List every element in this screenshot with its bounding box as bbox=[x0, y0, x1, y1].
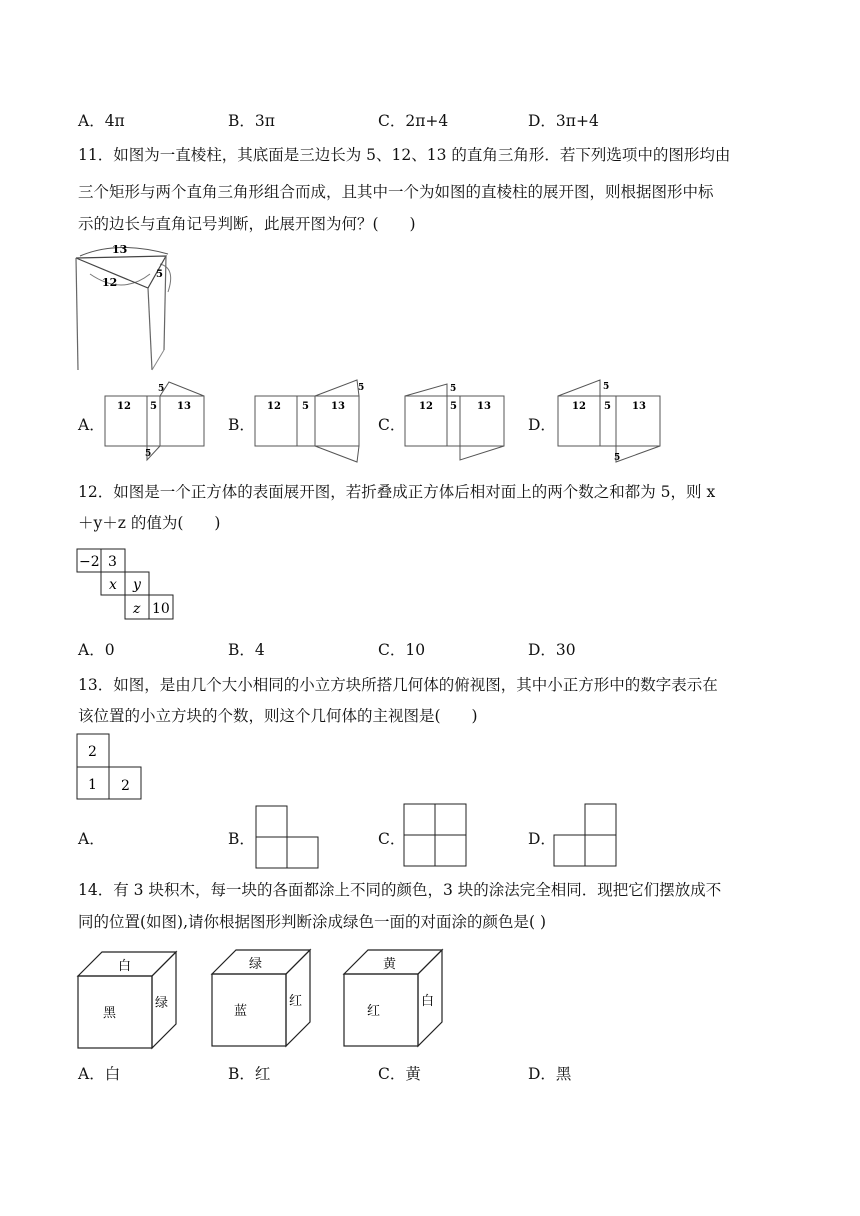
net-b-label-12: 12 bbox=[267, 401, 281, 412]
q14-text-line-2: 同的位置(如图),请你根据图形判断涂成绿色一面的对面涂的颜色是( ) bbox=[78, 913, 547, 931]
q13-option-b-letter: B． bbox=[228, 830, 255, 848]
cube-net-cell-2: 3 bbox=[108, 554, 117, 570]
q14-option-a: A．白 bbox=[78, 1065, 121, 1083]
q13-text-line-1: 13．如图，是由几个大小相同的小立方块所搭几何体的俯视图，其中小正方形中的数字表示在 bbox=[78, 676, 718, 694]
q12-text-line-2: ＋y＋z 的值为( ) bbox=[78, 514, 221, 532]
q11-option-d-letter: D． bbox=[528, 416, 556, 434]
q14-option-b: B．红 bbox=[228, 1065, 271, 1083]
cube-net-cell-y: y bbox=[133, 577, 141, 593]
cube-net-cell-1: −2 bbox=[79, 554, 100, 570]
cube-3-top-face: 黄 bbox=[383, 957, 397, 972]
net-a-label-top-5: 5 bbox=[158, 384, 165, 394]
cube-1-top-face: 白 bbox=[118, 959, 132, 974]
q11-net-a bbox=[103, 380, 208, 465]
q10-option-a: A．4π bbox=[78, 112, 125, 130]
q13-top-view bbox=[76, 733, 146, 801]
q13-option-c-front-view bbox=[402, 802, 468, 868]
q11-net-d bbox=[556, 378, 664, 466]
cube-2-top-face: 绿 bbox=[249, 957, 263, 972]
net-a-label-12: 12 bbox=[117, 401, 131, 412]
net-d-label-5: 5 bbox=[604, 401, 611, 412]
net-c-label-top-5: 5 bbox=[450, 384, 457, 394]
q12-text-line-1: 12．如图是一个正方体的表面展开图，若折叠成正方体后相对面上的两个数之和都为 5，则 x bbox=[78, 483, 716, 501]
q11-net-c bbox=[403, 380, 508, 465]
q11-option-c-letter: C． bbox=[378, 416, 406, 434]
q11-text-line-1: 11．如图为一直棱柱，其底面是三边长为 5、12、13 的直角三角形．若下列选项中的图形均由 bbox=[78, 146, 731, 164]
q13-option-a-letter: A． bbox=[78, 830, 105, 848]
top-view-cell-1: 2 bbox=[88, 744, 97, 760]
q13-option-b-front-view bbox=[254, 804, 320, 870]
q11-text-line-3: 示的边长与直角记号判断，此展开图为何？( ) bbox=[78, 215, 416, 233]
q11-option-a-letter: A． bbox=[78, 416, 105, 434]
net-d-label-top-5: 5 bbox=[603, 382, 610, 392]
q13-option-d-front-view bbox=[552, 802, 618, 868]
q14-option-d: D．黑 bbox=[528, 1065, 572, 1083]
net-a-label-bottom-5: 5 bbox=[145, 449, 152, 459]
net-c-label-5: 5 bbox=[450, 401, 457, 412]
cube-2-front-face: 蓝 bbox=[234, 1004, 248, 1019]
cube-net-cell-10: 10 bbox=[152, 601, 170, 617]
top-view-cell-3: 2 bbox=[121, 778, 130, 794]
q12-option-b: B．4 bbox=[228, 641, 265, 659]
net-d-label-13: 13 bbox=[632, 401, 646, 412]
q14-cube-1 bbox=[76, 950, 182, 1050]
cube-3-side-face: 白 bbox=[421, 994, 435, 1009]
cube-1-side-face: 绿 bbox=[155, 996, 169, 1011]
q14-option-c: C．黄 bbox=[378, 1065, 421, 1083]
q11-option-b-letter: B． bbox=[228, 416, 255, 434]
net-c-label-13: 13 bbox=[477, 401, 491, 412]
net-a-label-5: 5 bbox=[150, 401, 157, 412]
net-b-label-top-5: 5 bbox=[358, 383, 365, 393]
net-b-label-13: 13 bbox=[331, 401, 345, 412]
q14-cube-2 bbox=[210, 948, 316, 1048]
q12-option-d: D．30 bbox=[528, 641, 576, 659]
q13-text-line-2: 该位置的小立方块的个数，则这个几何体的主视图是( ) bbox=[78, 707, 478, 725]
net-d-label-bottom-5: 5 bbox=[614, 453, 621, 463]
q11-text-line-2: 三个矩形与两个直角三角形组合而成，且其中一个为如图的直棱柱的展开图，则根据图形中标 bbox=[78, 183, 714, 201]
q14-cube-3 bbox=[342, 948, 448, 1048]
net-d-label-12: 12 bbox=[572, 401, 586, 412]
q13-option-c-letter: C． bbox=[378, 830, 406, 848]
q12-option-c: C．10 bbox=[378, 641, 426, 659]
cube-2-side-face: 红 bbox=[289, 994, 303, 1009]
cube-net-cell-z: z bbox=[133, 601, 141, 617]
q10-option-b: B．3π bbox=[228, 112, 275, 130]
q10-option-c: C．2π+4 bbox=[378, 112, 449, 130]
net-c-label-12: 12 bbox=[419, 401, 433, 412]
net-a-label-13: 13 bbox=[177, 401, 191, 412]
q14-text-line-1: 14．有 3 块积木，每一块的各面都涂上不同的颜色，3 块的涂法完全相同．现把它们摆放成不 bbox=[78, 881, 722, 899]
q10-option-d: D．3π+4 bbox=[528, 112, 599, 130]
net-b-label-5: 5 bbox=[302, 401, 309, 412]
top-view-cell-2: 1 bbox=[88, 777, 97, 793]
q13-option-d-letter: D． bbox=[528, 830, 556, 848]
q12-option-a: A．0 bbox=[78, 641, 115, 659]
cube-3-front-face: 红 bbox=[367, 1004, 381, 1019]
q11-prism-figure bbox=[72, 240, 182, 370]
cube-net-cell-x: x bbox=[109, 577, 117, 593]
q11-prism-label-right: 5 bbox=[156, 269, 163, 280]
q11-prism-label-left: 12 bbox=[102, 276, 118, 289]
q12-cube-net bbox=[76, 548, 178, 622]
q11-prism-label-top: 13 bbox=[112, 243, 128, 256]
cube-1-front-face: 黑 bbox=[103, 1006, 117, 1021]
q11-net-b bbox=[253, 378, 365, 466]
